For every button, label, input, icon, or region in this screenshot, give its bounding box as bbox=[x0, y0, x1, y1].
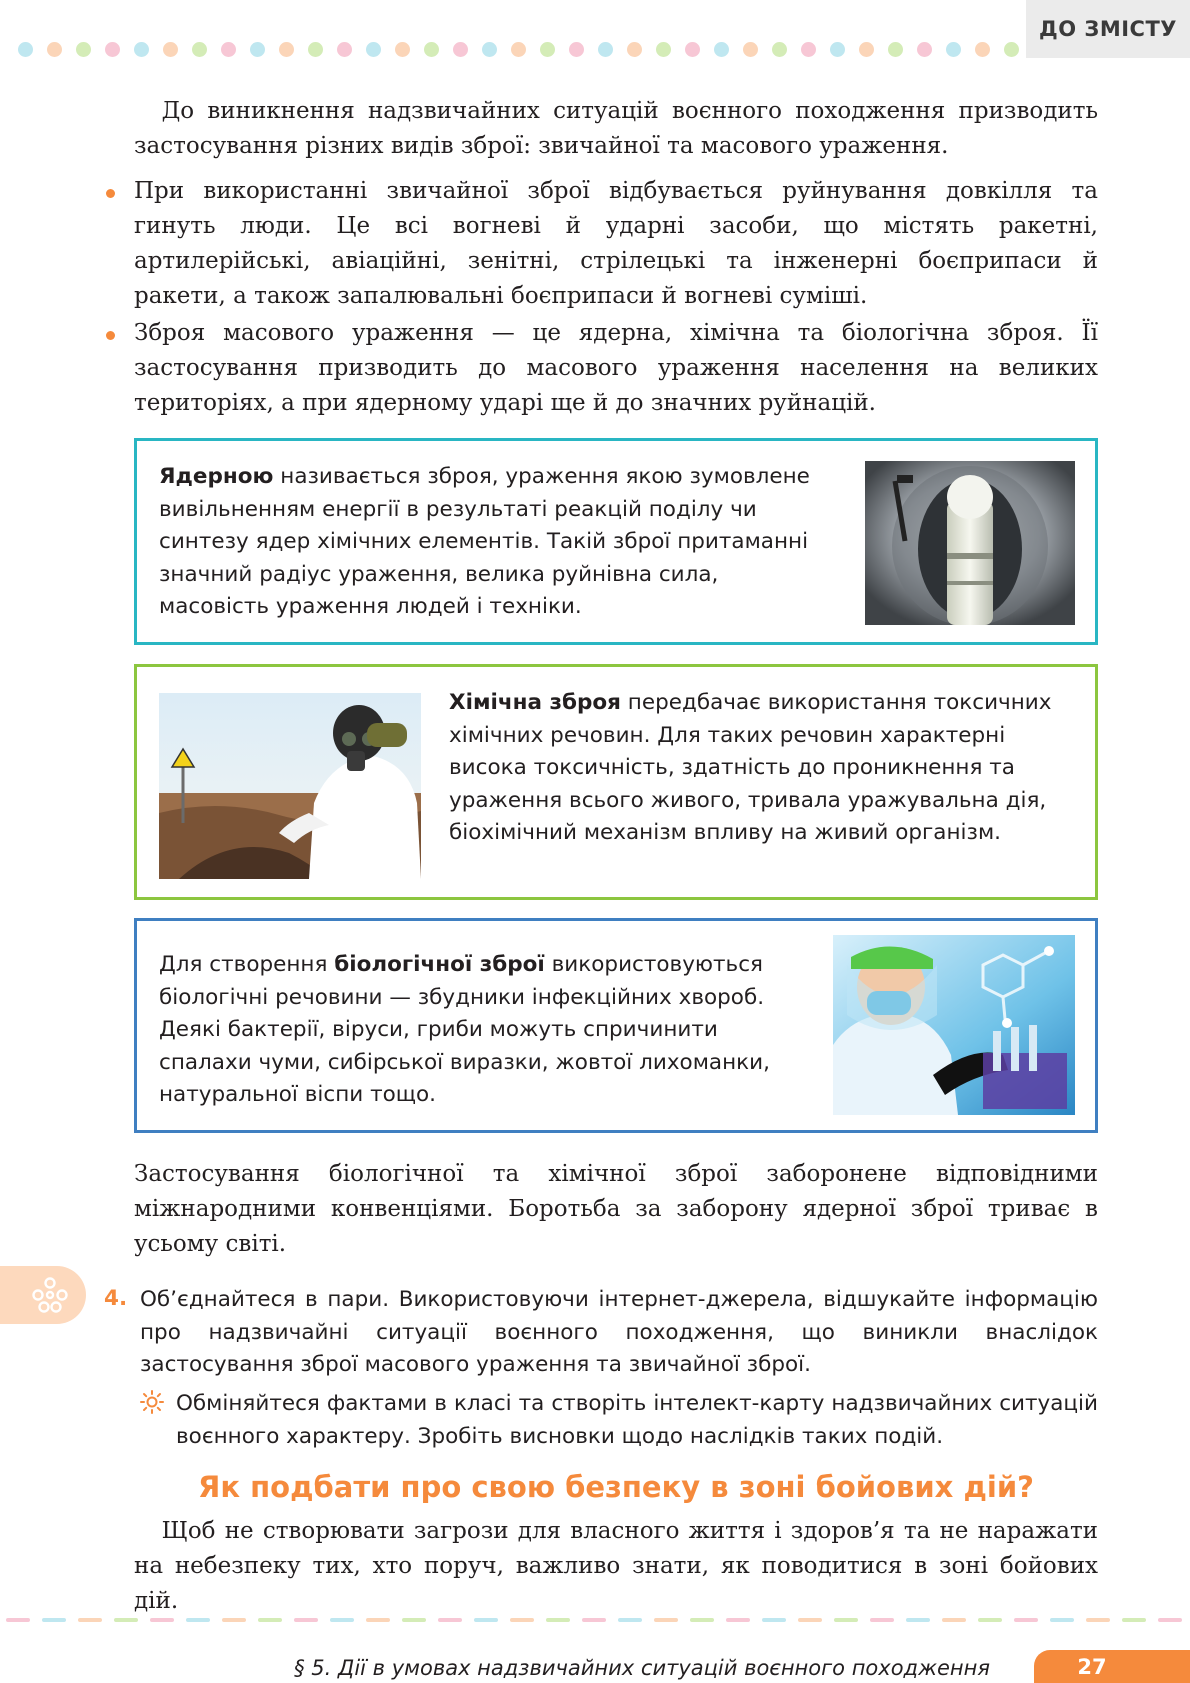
decorative-dash bbox=[186, 1618, 210, 1622]
toc-button[interactable]: ДО ЗМІСТУ bbox=[1026, 0, 1190, 58]
decorative-dot bbox=[598, 42, 613, 57]
decorative-dash bbox=[294, 1618, 318, 1622]
decorative-dash bbox=[438, 1618, 462, 1622]
decorative-dot bbox=[279, 42, 294, 57]
decorative-dot bbox=[946, 42, 961, 57]
nuclear-definition bbox=[159, 461, 813, 624]
decorative-dot bbox=[482, 42, 497, 57]
decorative-dot bbox=[743, 42, 758, 57]
bullet-mass-destruction bbox=[134, 316, 1098, 421]
decorative-dash bbox=[690, 1618, 714, 1622]
decorative-dot bbox=[18, 42, 33, 57]
decorative-dash bbox=[366, 1618, 390, 1622]
decorative-dash bbox=[330, 1618, 354, 1622]
chemical-definition bbox=[449, 687, 1077, 850]
decorative-dot bbox=[250, 42, 265, 57]
decorative-dash bbox=[150, 1618, 174, 1622]
bullet-icon bbox=[106, 189, 115, 198]
decorative-dash bbox=[402, 1618, 426, 1622]
decorative-dot bbox=[308, 42, 323, 57]
task-text: Об’єднайтеся в пари. Використовуючи інтернет-джерела, відшукайте інформацію про надзвичайні ситуації воєнного походження, що виникли внаслідок застосування зброї масового ураження та звичайної зброї. bbox=[140, 1287, 1098, 1377]
section-heading: Як подбати про свою безпеку в зоні бойових дій? bbox=[198, 1470, 1034, 1504]
decorative-dot bbox=[714, 42, 729, 57]
pair-work-icon bbox=[0, 1266, 86, 1324]
decorative-dot bbox=[366, 42, 381, 57]
chemical-text: передбачає використання токсичних хімічних речовин. Для таких речовин характерні висока токсичність, здатність до проникнення та ураження всього живого, тривала уражувальна дія, біохімічний механізм впливу на живий організм. bbox=[449, 690, 1052, 845]
task-number: 4. bbox=[104, 1286, 128, 1311]
decorative-dot bbox=[221, 42, 236, 57]
biological-text-after: використовуються біологічні речовини — збудники інфекційних хвороб. Деякі бактерії, віруси, гриби можуть спричинити спалахи чуми, сибірської виразки, жовтої лихоманки, натуральної віспи тощо. bbox=[159, 952, 770, 1107]
nuclear-weapon-box bbox=[134, 438, 1098, 645]
hazmat-worker-photo bbox=[159, 693, 421, 879]
decorative-dot bbox=[47, 42, 62, 57]
decorative-dot bbox=[1004, 42, 1019, 57]
bullet-text: Зброя масового ураження — це ядерна, хімічна та біологічна зброя. Її застосування призводить до масового ураження населення на великих територіях, а при ядерному ударі ще й до значних руйнацій. bbox=[134, 320, 1098, 416]
decorative-dot bbox=[569, 42, 584, 57]
footer-chapter-title: § 5. Дії в умовах надзвичайних ситуацій воєнного походження bbox=[294, 1656, 990, 1680]
decorative-dash bbox=[1158, 1618, 1182, 1622]
sun-icon bbox=[140, 1390, 164, 1418]
decorative-dash bbox=[906, 1618, 930, 1622]
decorative-dash bbox=[834, 1618, 858, 1622]
decorative-dot bbox=[163, 42, 178, 57]
decorative-dash bbox=[1086, 1618, 1110, 1622]
page-number: 27 bbox=[1034, 1650, 1190, 1683]
decorative-dash bbox=[78, 1618, 102, 1622]
decorative-dot bbox=[627, 42, 642, 57]
decorative-dot bbox=[76, 42, 91, 57]
biological-definition bbox=[159, 949, 795, 1112]
decorative-dash bbox=[510, 1618, 534, 1622]
decorative-dot bbox=[830, 42, 845, 57]
decorative-dot bbox=[888, 42, 903, 57]
decorative-dot bbox=[453, 42, 468, 57]
decorative-dash bbox=[222, 1618, 246, 1622]
decorative-dash bbox=[1050, 1618, 1074, 1622]
decorative-dot bbox=[511, 42, 526, 57]
decorative-dash bbox=[546, 1618, 570, 1622]
decorative-dash bbox=[978, 1618, 1002, 1622]
decorative-dot bbox=[134, 42, 149, 57]
decorative-dots-row bbox=[18, 40, 1028, 58]
missile-silo-photo bbox=[865, 461, 1075, 625]
decorative-dash bbox=[618, 1618, 642, 1622]
nuclear-term: Ядерною bbox=[159, 464, 274, 489]
closing-paragraph: Щоб не створювати загрози для власного життя і здоров’я та не наражати на небезпеку тих, хто поруч, важливо знати, як поводитися в зоні бойових дій. bbox=[134, 1518, 1098, 1614]
decorative-dash bbox=[258, 1618, 282, 1622]
decorative-dash bbox=[1014, 1618, 1038, 1622]
decorative-dash bbox=[870, 1618, 894, 1622]
decorative-dot bbox=[424, 42, 439, 57]
conventions-paragraph: Застосування біологічної та хімічної зброї заборонене відповідними міжнародними конвенціями. Боротьба за заборону ядерної зброї триває в усьому світі. bbox=[134, 1161, 1098, 1257]
decorative-dot bbox=[337, 42, 352, 57]
bullet-icon bbox=[106, 331, 115, 340]
chemical-term: Хімічна зброя bbox=[449, 690, 621, 715]
decorative-dash bbox=[726, 1618, 750, 1622]
decorative-dash bbox=[1122, 1618, 1146, 1622]
decorative-dash bbox=[474, 1618, 498, 1622]
decorative-dot bbox=[859, 42, 874, 57]
decorative-dot bbox=[105, 42, 120, 57]
decorative-dot bbox=[192, 42, 207, 57]
decorative-dash bbox=[582, 1618, 606, 1622]
decorative-dot bbox=[772, 42, 787, 57]
intro-paragraph: До виникнення надзвичайних ситуацій воєнного походження призводить застосування різних видів зброї: звичайної та масового ураження. bbox=[134, 98, 1098, 159]
biological-text-before: Для створення bbox=[159, 952, 335, 977]
decorative-dash bbox=[654, 1618, 678, 1622]
bullet-conventional-weapons bbox=[134, 174, 1098, 314]
bullet-text: При використанні звичайної зброї відбувається руйнування довкілля та гинуть люди. Це всі вогневі й ударні засоби, що містять ракетні, артилерійські, авіаційні, зенітні, стрілецькі та інженерні боєприпаси й ракети, а також запалювальні боєприпаси й вогневі суміші. bbox=[134, 178, 1098, 309]
decorative-dot bbox=[685, 42, 700, 57]
decorative-dot bbox=[540, 42, 555, 57]
decorative-dash-row bbox=[0, 1618, 1190, 1624]
biological-weapon-box bbox=[134, 918, 1098, 1133]
decorative-dash bbox=[798, 1618, 822, 1622]
decorative-dash bbox=[42, 1618, 66, 1622]
decorative-dot bbox=[917, 42, 932, 57]
decorative-dot bbox=[395, 42, 410, 57]
subtask-text: Обміняйтеся фактами в класі та створіть інтелект-карту надзвичайних ситуацій воєнного характеру. Зробіть висновки щодо наслідків таких подій. bbox=[176, 1391, 1098, 1449]
decorative-dash bbox=[942, 1618, 966, 1622]
decorative-dash bbox=[6, 1618, 30, 1622]
biological-term: біологічної зброї bbox=[334, 952, 545, 977]
chemical-weapon-box bbox=[134, 664, 1098, 900]
decorative-dash bbox=[114, 1618, 138, 1622]
decorative-dot bbox=[975, 42, 990, 57]
nuclear-text: називається зброя, ураження якою зумовлене вивільненням енергії в результаті реакцій поділу чи синтезу ядер хімічних елементів. Такій зброї притаманні значний радіус ураження, велика руйнівна сила, масовість ураження людей і техніки. bbox=[159, 464, 810, 619]
decorative-dot bbox=[801, 42, 816, 57]
lab-scientist-photo bbox=[833, 935, 1075, 1115]
decorative-dash bbox=[762, 1618, 786, 1622]
decorative-dot bbox=[656, 42, 671, 57]
